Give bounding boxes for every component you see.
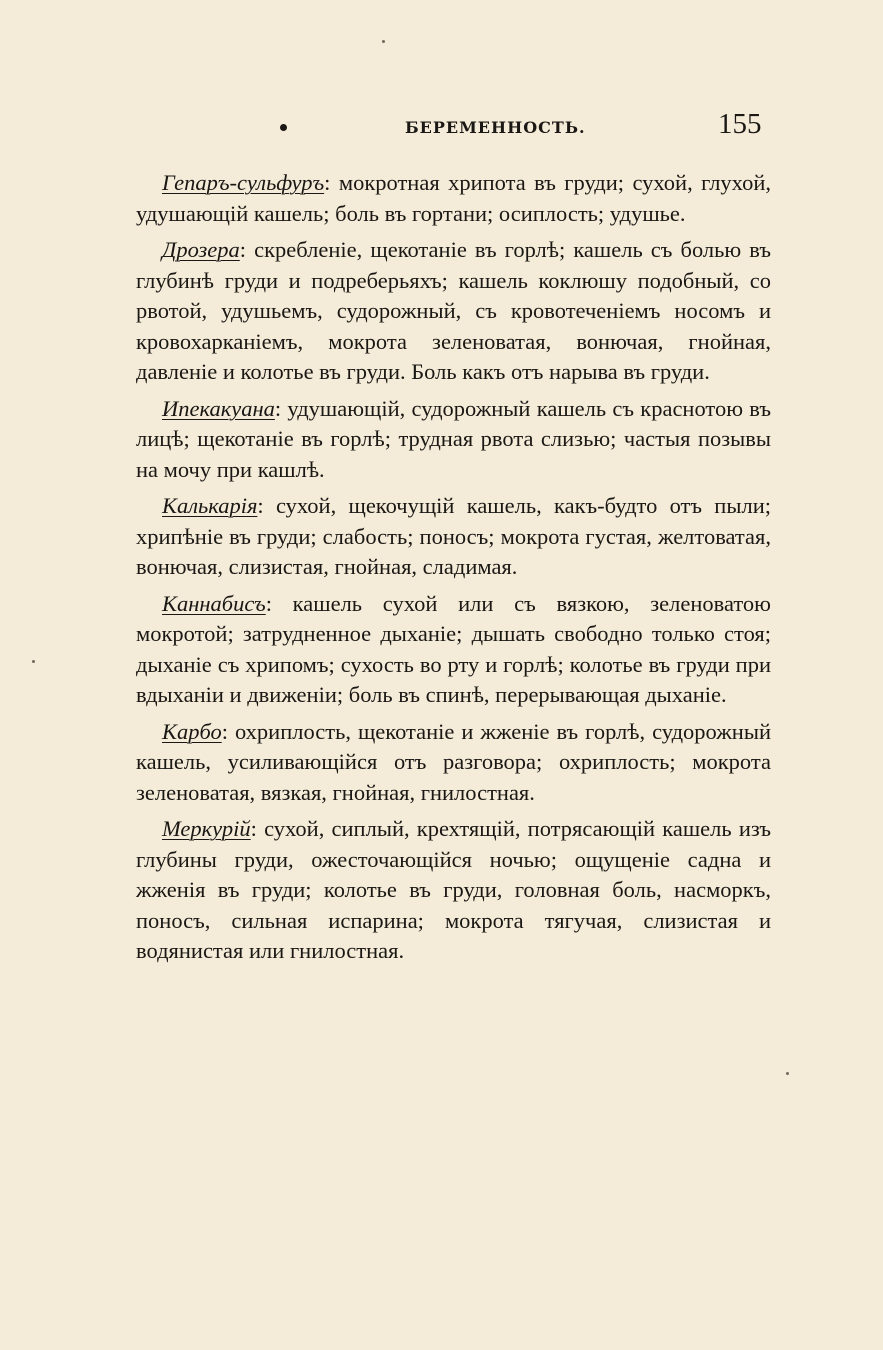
remedy-name: Меркурій [162, 816, 251, 841]
remedy-description: : сухой, щекочущій кашель, какъ-будто отъ пыли; хрипѣніе въ груди; слабость; поносъ; мокрота густая, желтоватая, вонючая, слизистая, гнойная, сладимая. [136, 493, 771, 579]
remedy-description: : мокротная хрипота въ груди; сухой, глухой, удушающій кашель; боль въ гортани; осиплость; удушье. [136, 170, 771, 226]
page-number: 155 [718, 108, 762, 140]
remedy-description: : скребленіе, щекотаніе въ горлѣ; кашель съ болью въ глубинѣ груди и подреберьяхъ; кашель коклюшу подобный, со рвотой, удушьемъ, судорожный, съ кровотеченіемъ носомъ и кровохарканіемъ, мокрота зеленоватая, вонючая, гнойная, давленіе и колотье въ груди. Боль какъ отъ нарыва въ груди. [136, 237, 771, 384]
remedy-name: Ипекакуана [162, 395, 275, 421]
remedy-name: Гепаръ-сульфуръ [162, 170, 325, 195]
page-header [0, 110, 883, 150]
remedy-entry [136, 814, 771, 967]
remedy-entry [136, 491, 771, 583]
paper-speck [32, 660, 35, 663]
remedy-description: : удушающій, судорожный кашель съ краснотою въ лицѣ; щекотаніе въ горлѣ; трудная рвота слизью; частыя позывы на мочу при кашлѣ. [136, 395, 771, 482]
remedy-name: Калькарія [162, 493, 258, 518]
body-text [136, 168, 771, 973]
remedy-description: : охриплость, щекотаніе и жженіе въ горлѣ, судорожный кашель, усиливающійся отъ разговора; охриплость; мокрота зеленоватая, вязкая, гнойная, гнилостная. [136, 718, 771, 805]
remedy-name: Карбо [162, 718, 222, 744]
remedy-name: Каннабисъ [162, 590, 266, 616]
remedy-description: : сухой, сиплый, крехтящій, потрясающій кашель изъ глубины груди, ожесточающійся ночью; ощущеніе садна и жженія въ груди; колотье въ груди, головная боль, насморкъ, поносъ, сильная испарина; мокрота тягучая, слизистая и водянистая или гнилостная. [136, 816, 771, 963]
ink-dot [280, 124, 287, 131]
running-title: БЕРЕМЕННОСТЬ. [405, 118, 586, 137]
remedy-entry [136, 717, 771, 809]
remedy-entry [136, 168, 771, 229]
paper-speck [382, 40, 385, 43]
remedy-entry [136, 589, 771, 711]
paper-speck [786, 1072, 789, 1075]
remedy-name: Дрозера [162, 237, 240, 262]
remedy-entry [136, 394, 771, 486]
remedy-entry [136, 235, 771, 388]
remedy-description: : кашель сухой или съ вязкою, зеленоватою мокротой; затрудненное дыханіе; дышать свободно только стоя; дыханіе съ хрипомъ; сухость во рту и горлѣ; колотье въ груди при вдыханіи и движеніи; боль въ спинѣ, перерывающая дыханіе. [136, 590, 771, 707]
